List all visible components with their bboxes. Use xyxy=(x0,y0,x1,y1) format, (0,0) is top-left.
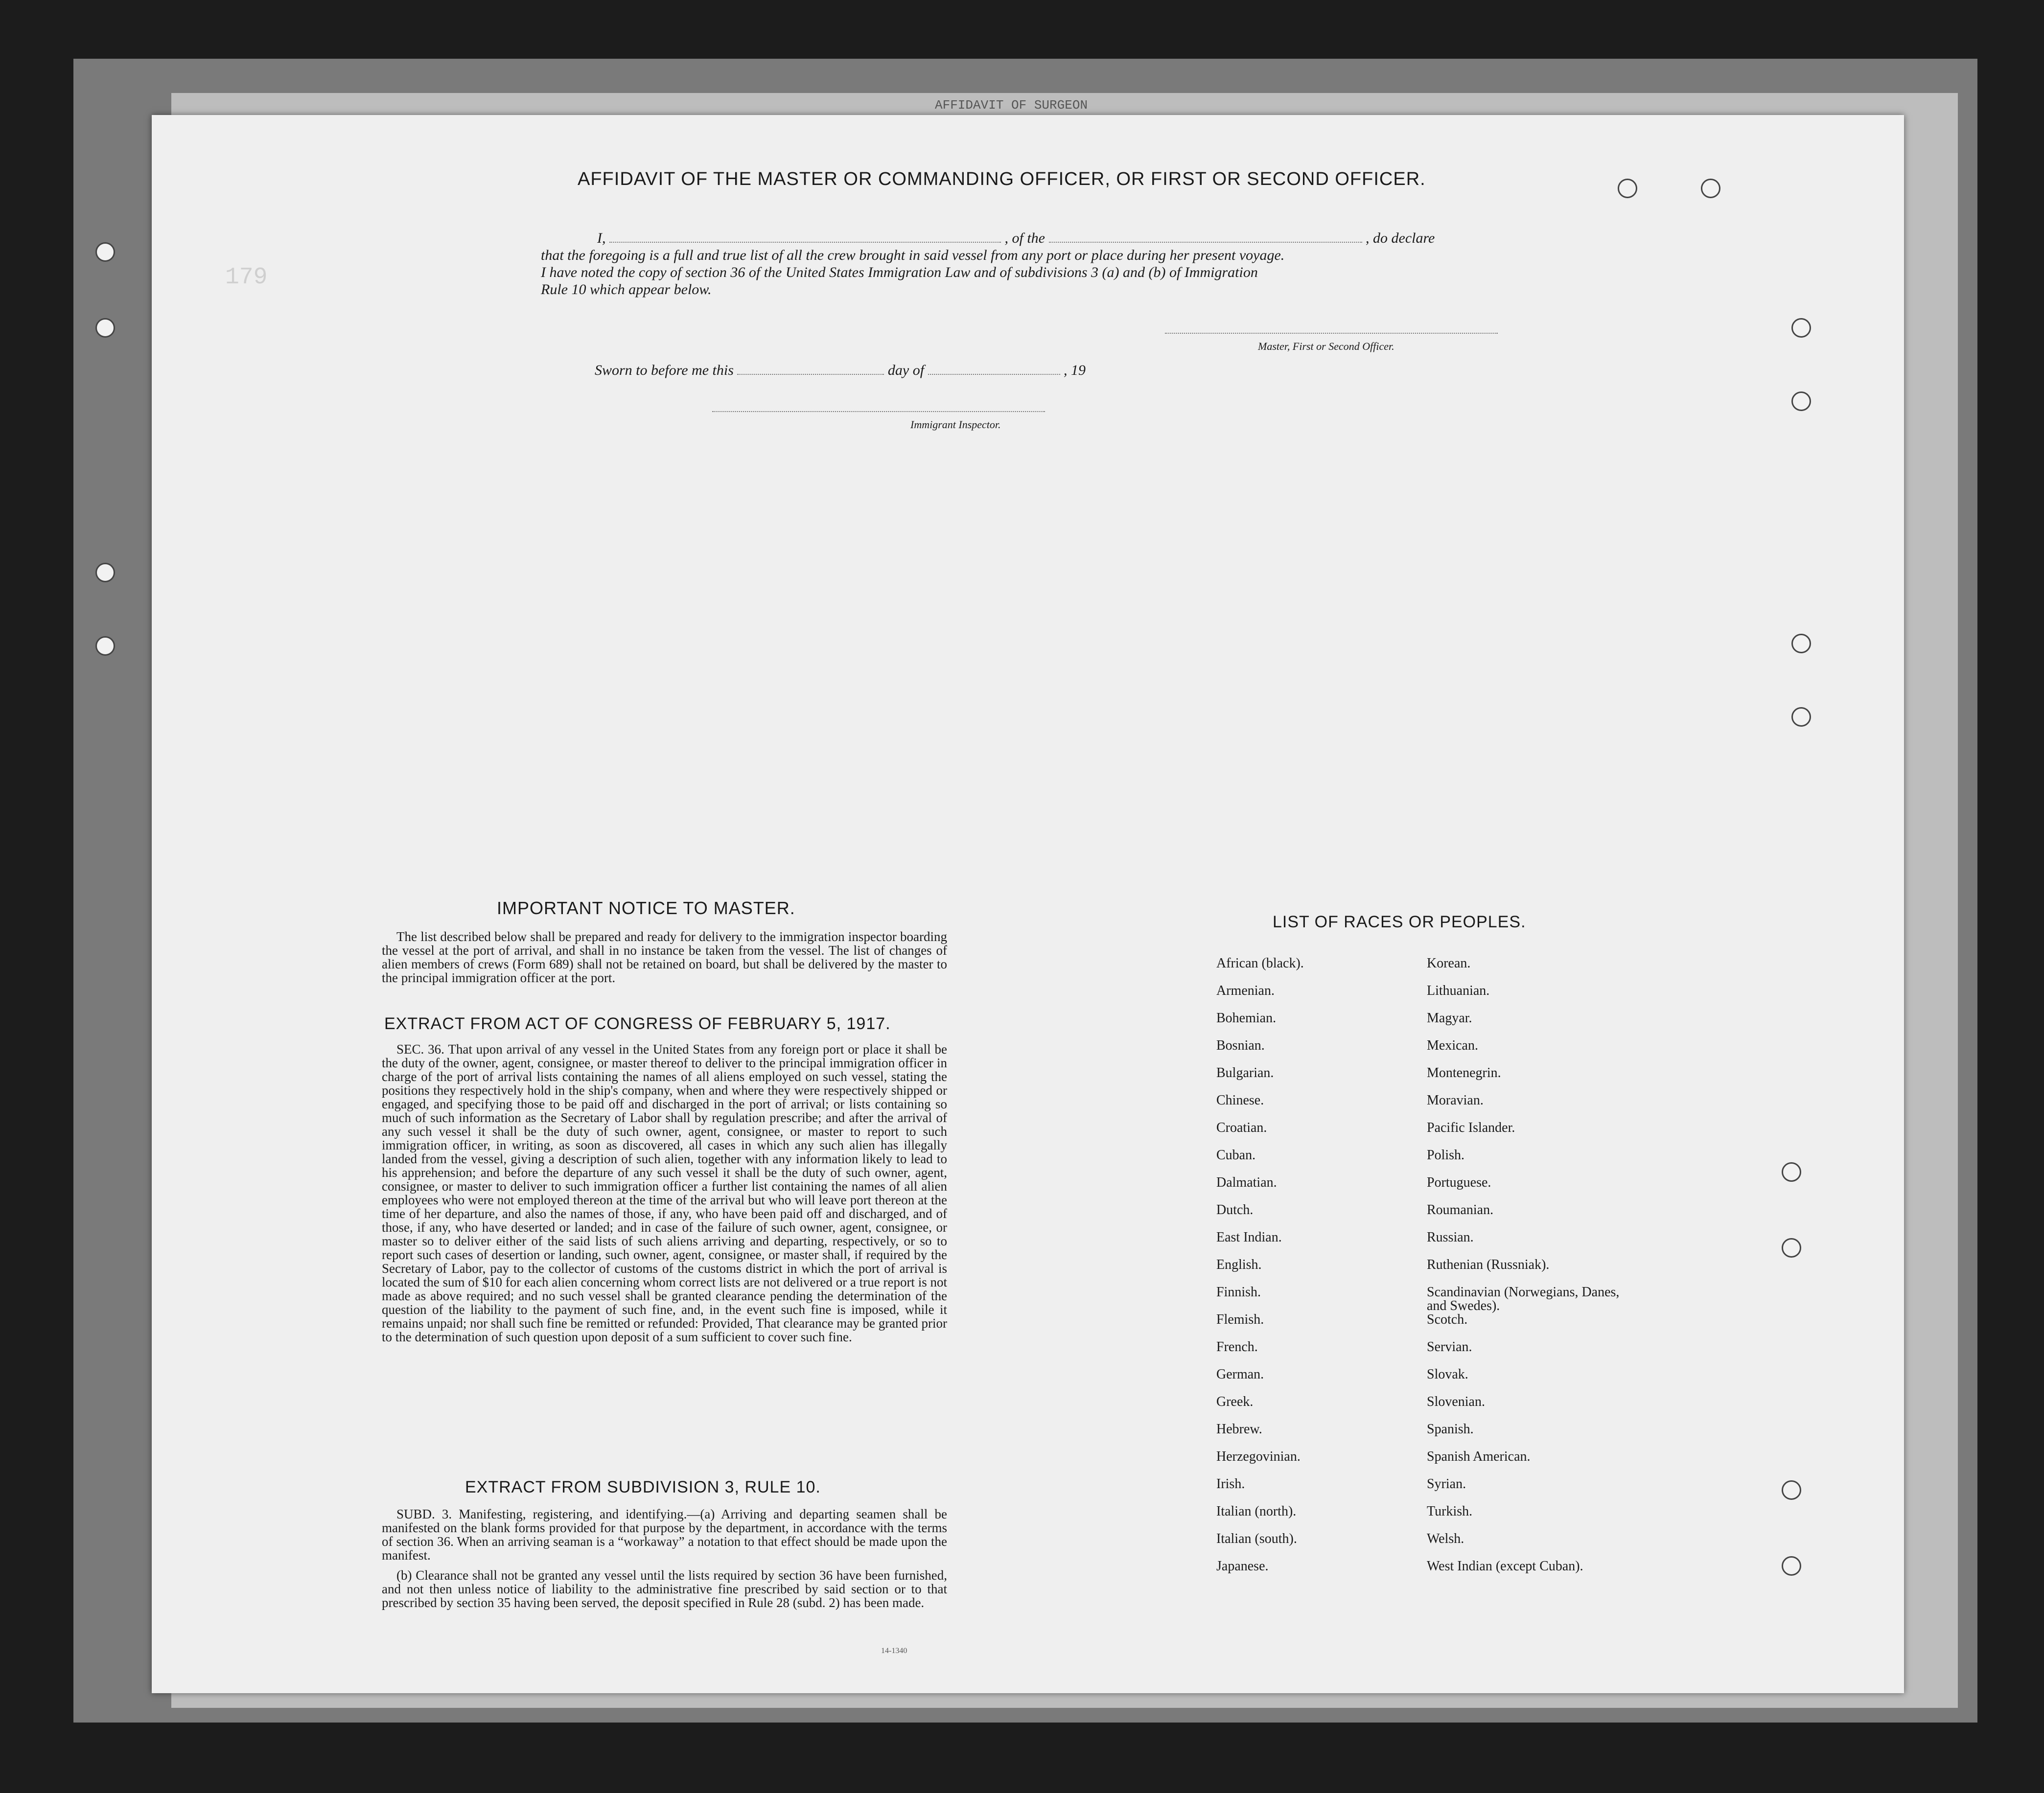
bleed-header: AFFIDAVIT OF SURGEON xyxy=(935,98,1088,113)
affidavit-title: AFFIDAVIT OF THE MASTER OR COMMANDING OFFICER, OR FIRST OR SECOND OFFICER. xyxy=(578,169,1426,189)
race-item: Roumanian. xyxy=(1427,1202,1494,1218)
race-item: Servian. xyxy=(1427,1339,1472,1355)
race-item: Syrian. xyxy=(1427,1476,1466,1492)
extract-rule-title: EXTRACT FROM SUBDIVISION 3, RULE 10. xyxy=(465,1478,821,1496)
binding-hole xyxy=(95,242,115,262)
race-item: Mexican. xyxy=(1427,1038,1478,1053)
master-signature-line[interactable] xyxy=(1165,333,1498,334)
binding-hole xyxy=(1618,179,1637,198)
affidavit-i: I, xyxy=(597,230,606,246)
race-item: Polish. xyxy=(1427,1148,1465,1163)
race-item: East Indian. xyxy=(1216,1230,1282,1245)
races-title: LIST OF RACES OR PEOPLES. xyxy=(1273,913,1526,931)
race-item: Russian. xyxy=(1427,1230,1474,1245)
race-item: African (black). xyxy=(1216,956,1304,971)
race-item: Portuguese. xyxy=(1427,1175,1491,1190)
sworn-day-blank[interactable] xyxy=(737,374,884,375)
master-signature-label: Master, First or Second Officer. xyxy=(1258,340,1394,352)
race-item: Flemish. xyxy=(1216,1312,1264,1327)
binding-hole xyxy=(1791,707,1811,727)
vessel-blank[interactable] xyxy=(1049,242,1362,243)
year-label: , 19 xyxy=(1064,362,1086,378)
race-item: Chinese. xyxy=(1216,1093,1264,1108)
race-item: Pacific Islander. xyxy=(1427,1120,1515,1135)
race-item: Italian (south). xyxy=(1216,1531,1297,1546)
notice-title: IMPORTANT NOTICE TO MASTER. xyxy=(497,898,795,918)
race-item: Bulgarian. xyxy=(1216,1065,1274,1080)
race-item: Dalmatian. xyxy=(1216,1175,1277,1190)
race-item: Armenian. xyxy=(1216,983,1275,998)
extract-act-title: EXTRACT FROM ACT OF CONGRESS OF FEBRUARY 5, 1917. xyxy=(384,1014,891,1033)
affidavit-of: , of the xyxy=(1004,230,1045,246)
race-item: Slovenian. xyxy=(1427,1394,1485,1409)
race-item: Dutch. xyxy=(1216,1202,1254,1218)
name-blank[interactable] xyxy=(609,242,1001,243)
notice-body: The list described below shall be prepared and ready for delivery to the immigration inspector boarding the vessel at the port of arrival, and shall in no instance be taken from the vessel. The list of changes of alien members of crews (Form 689) shall not be retained on board, but shall be delivered by the master to the principal immigration officer at the port. xyxy=(382,929,947,985)
sworn-label: Sworn to before me this xyxy=(595,362,734,378)
race-item: Finnish. xyxy=(1216,1285,1261,1300)
binding-hole xyxy=(95,318,115,338)
race-item: Ruthenian (Russniak). xyxy=(1427,1257,1550,1272)
race-item: Spanish American. xyxy=(1427,1449,1531,1464)
binding-hole xyxy=(95,636,115,656)
binding-hole xyxy=(1791,318,1811,338)
affidavit-form-page xyxy=(152,98,1904,1693)
race-item: West Indian (except Cuban). xyxy=(1427,1559,1583,1574)
race-item: Cuban. xyxy=(1216,1148,1256,1163)
binding-hole xyxy=(1782,1556,1801,1576)
affidavit-line-4: Rule 10 which appear below. xyxy=(541,281,712,298)
bleed-number: 179 xyxy=(225,264,268,291)
race-item: Turkish. xyxy=(1427,1504,1473,1519)
sworn-month-blank[interactable] xyxy=(928,374,1060,375)
binding-hole xyxy=(1782,1162,1801,1182)
race-item: Slovak. xyxy=(1427,1367,1468,1382)
extract-rule-para-b: (b) Clearance shall not be granted any vessel until the lists required by section 36 have been furnished, and not then unless notice of liability to the administrative fine prescribed by said section or to that prescribed by section 35 having been served, the deposit specified in Rule 28 (subd. 2) has been made. xyxy=(382,1568,947,1610)
race-item: Herzegovinian. xyxy=(1216,1449,1301,1464)
race-item: Croatian. xyxy=(1216,1120,1267,1135)
sworn-line xyxy=(595,362,1086,379)
form-number: 14-1340 xyxy=(881,1647,907,1655)
binding-hole xyxy=(1782,1238,1801,1258)
race-item: Japanese. xyxy=(1216,1559,1269,1574)
inspector-signature-line[interactable] xyxy=(712,411,1045,412)
race-item: Magyar. xyxy=(1427,1011,1472,1026)
affidavit-declare: , do declare xyxy=(1366,230,1435,246)
race-item: Moravian. xyxy=(1427,1093,1484,1108)
extract-act-body: SEC. 36. That upon arrival of any vessel in the United States from any foreign port or place it shall be the duty of the owner, agent, consignee, or master thereof to deliver to the principal immigration officer in charge of the port of arrival lists containing the names of all aliens employed on such vessel, stating the positions they respectively hold in the ship's company, when and where they were respectively shipped or engaged, and specifying those to be paid off and discharged in the port of arrival; or lists containing so much of such information as the Secretary of Labor shall by regulation prescribe; and after the arrival of any such vessel it shall be the duty of such owner, agent, consignee, or master to report to such immigration officer, in writing, as soon as discovered, all cases in which any such alien has illegally landed from the vessel, giving a description of such alien, together with any information likely to lead to his apprehension; and before the departure of any such vessel it shall be the duty of such owner, agent, consignee, or master to deliver to such immigration officer a further list containing the names of all alien employees who were not employed thereon at the time of the arrival but who will leave port thereon at the time of her departure, and also the names of those, if any, who have been paid off and discharged, and of those, if any, who have deserted or landed; and in case of the failure of such owner, agent, consignee, or master so to deliver either of the said lists of such aliens arriving and departing, respectively, or so to report such cases of desertion or landing, such owner, agent, consignee, or master shall, if required by the Secretary of Labor, pay to the collector of customs of the customs district in which the port of arrival is located the sum of $10 for each alien concerning whom correct lists are not delivered or a true report is not made as above required; and no such vessel shall be granted clearance pending the determination of the question of the liability to the payment of such fine, and, in the event such fine is imposed, while it remains unpaid; nor shall such fine be remitted or refunded: Provided, That clearance may be granted prior to the determination of such question upon deposit of a sum sufficient to cover such fine. xyxy=(382,1042,947,1344)
affidavit-line-2: that the foregoing is a full and true list of all the crew brought in said vessel from any port or place during her present voyage. xyxy=(541,247,1285,263)
race-item: German. xyxy=(1216,1367,1264,1382)
race-item: Italian (north). xyxy=(1216,1504,1297,1519)
day-label: day of xyxy=(887,362,925,378)
race-item: Scotch. xyxy=(1427,1312,1468,1327)
race-item: Scandinavian (Norwegians, Danes, and Swedes). xyxy=(1427,1285,1620,1313)
race-item: Welsh. xyxy=(1427,1531,1464,1546)
inspector-signature-label: Immigrant Inspector. xyxy=(910,418,1001,431)
race-item: Bosnian. xyxy=(1216,1038,1265,1053)
binding-hole xyxy=(1791,391,1811,411)
binding-hole xyxy=(1782,1480,1801,1500)
race-item: English. xyxy=(1216,1257,1262,1272)
race-item: Montenegrin. xyxy=(1427,1065,1501,1080)
affidavit-line-3: I have noted the copy of section 36 of the United States Immigration Law and of subdivisions 3 (a) and (b) of Immigration xyxy=(541,264,1258,280)
race-item: Greek. xyxy=(1216,1394,1254,1409)
race-item: Hebrew. xyxy=(1216,1422,1262,1437)
race-item: Bohemian. xyxy=(1216,1011,1277,1026)
binding-hole xyxy=(1701,179,1720,198)
race-item: Korean. xyxy=(1427,956,1471,971)
race-item: French. xyxy=(1216,1339,1258,1355)
binding-hole xyxy=(1791,634,1811,653)
extract-rule-para-a: SUBD. 3. Manifesting, registering, and identifying.—(a) Arriving and departing seamen shall be manifested on the blank forms provided for that purpose by the department, in accordance with the terms of section 36. When an arriving seaman is a “workaway” a notation to that effect should be made upon the manifest. xyxy=(382,1507,947,1563)
binding-hole xyxy=(95,563,115,582)
race-item: Lithuanian. xyxy=(1427,983,1490,998)
affidavit-line-1 xyxy=(597,230,1435,247)
races-right-column xyxy=(1427,957,1632,1587)
race-item: Irish. xyxy=(1216,1476,1245,1492)
race-item: Spanish. xyxy=(1427,1422,1474,1437)
races-left-column xyxy=(1216,957,1304,1587)
